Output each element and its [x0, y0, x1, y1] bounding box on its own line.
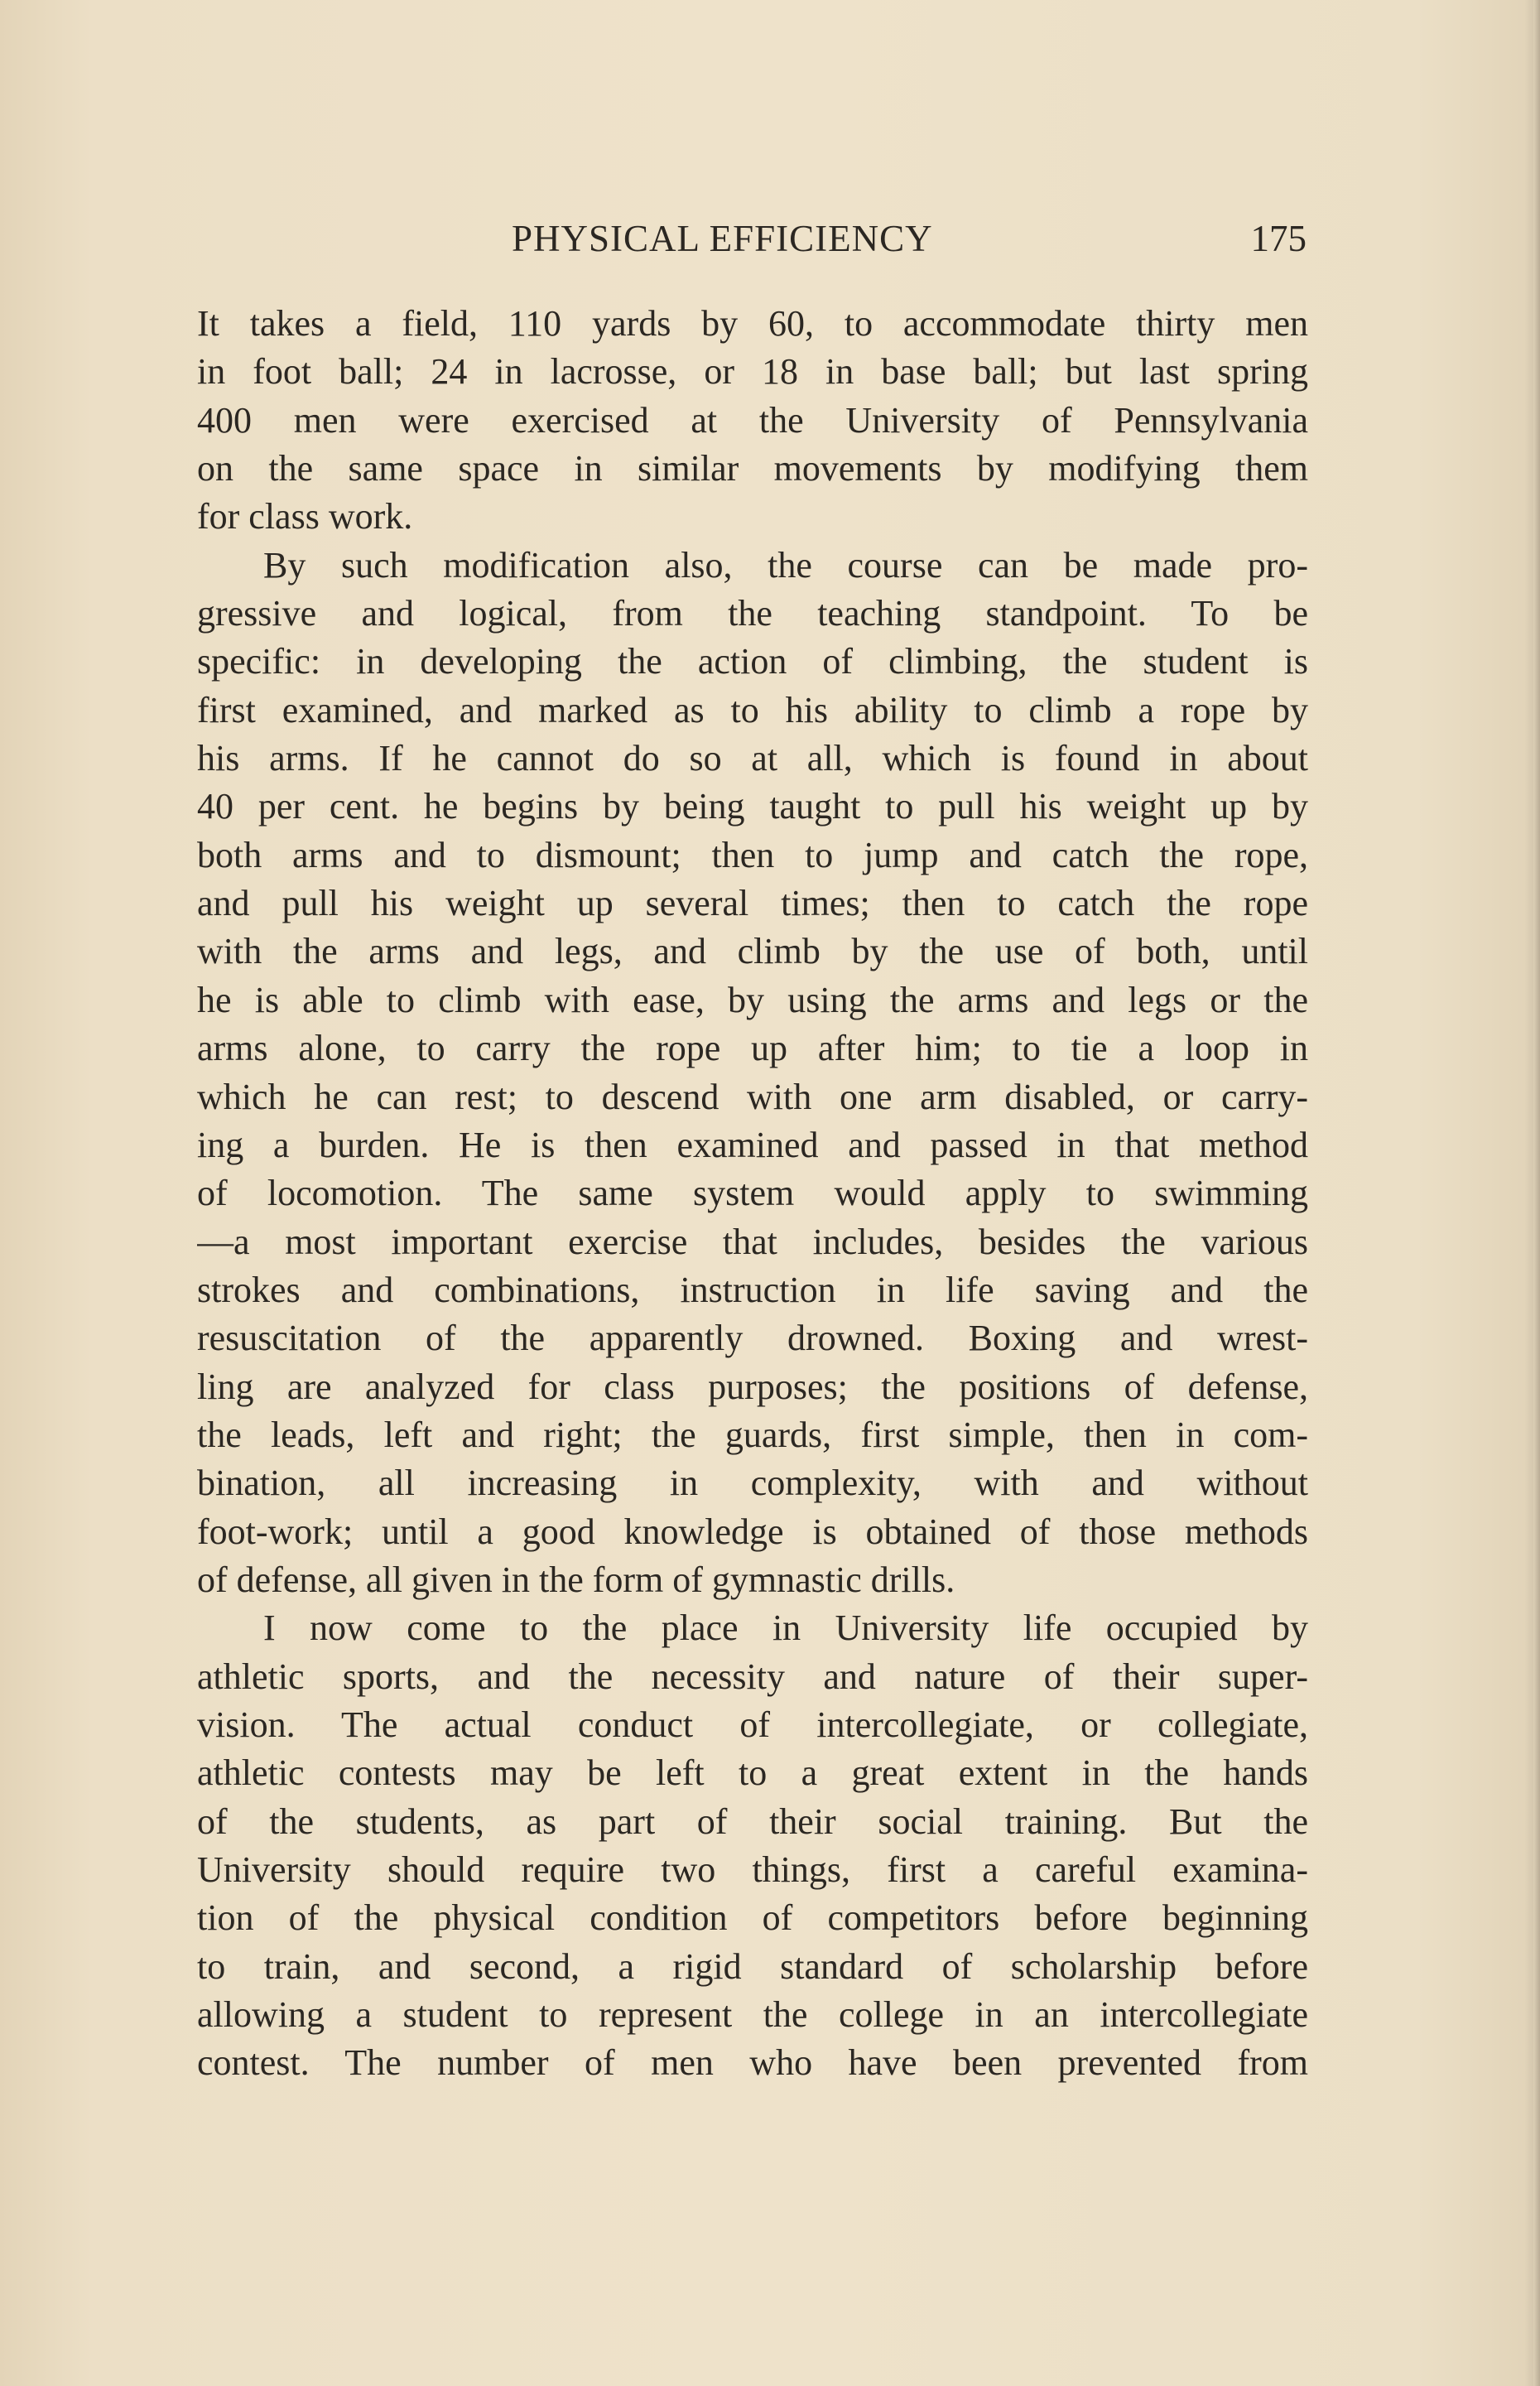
- text-line: gressive and logical, from the teaching standpoint. To be: [197, 593, 1308, 634]
- body-text: [197, 300, 1308, 2088]
- text-line: tion of the physical condition of competitors before beginning: [197, 1897, 1308, 1939]
- text-line: athletic contests may be left to a great extent in the hands: [197, 1752, 1308, 1794]
- text-line: arms alone, to carry the rope up after him; to tie a loop in: [197, 1028, 1308, 1069]
- text-line: he is able to climb with ease, by using the arms and legs or the: [197, 979, 1308, 1020]
- text-line: contest. The number of men who have been prevented from: [197, 2042, 1308, 2084]
- text-line: allowing a student to represent the college in an intercollegiate: [197, 1994, 1308, 2036]
- text-line: first examined, and marked as to his ability to climb a rope by: [197, 689, 1308, 730]
- text-line: athletic sports, and the necessity and nature of their super-: [197, 1656, 1308, 1697]
- text-line: specific: in developing the action of climbing, the student is: [197, 641, 1308, 682]
- text-line: for class work.: [197, 496, 413, 537]
- text-line: of locomotion. The same system would apply to swimming: [197, 1173, 1308, 1214]
- text-line: of the students, as part of their social training. But the: [197, 1800, 1308, 1842]
- text-line: 40 per cent. he begins by being taught to pull his weight up by: [197, 786, 1308, 827]
- page-header: [197, 217, 1307, 267]
- text-line: 400 men were exercised at the University of Pennsylvania: [197, 399, 1308, 441]
- text-line: strokes and combinations, instruction in life saving and the: [197, 1269, 1308, 1310]
- text-line: which he can rest; to descend with one arm disabled, or carry-: [197, 1076, 1308, 1117]
- text-line: the leads, left and right; the guards, first simple, then in com-: [197, 1414, 1308, 1455]
- text-line: and pull his weight up several times; then to catch the rope: [197, 883, 1308, 924]
- text-line: with the arms and legs, and climb by the use of both, until: [197, 931, 1308, 972]
- text-line: ing a burden. He is then examined and passed in that method: [197, 1124, 1308, 1165]
- text-line: in foot ball; 24 in lacrosse, or 18 in base ball; but last spring: [197, 351, 1308, 393]
- text-line: ling are analyzed for class purposes; the positions of defense,: [197, 1366, 1308, 1407]
- text-line: I now come to the place in University life occupied by: [263, 1608, 1308, 1649]
- text-line: both arms and to dismount; then to jump and catch the rope,: [197, 834, 1308, 875]
- text-line: University should require two things, first a careful examina-: [197, 1849, 1308, 1890]
- text-line: —a most important exercise that includes, besides the various: [197, 1221, 1308, 1262]
- text-line: By such modification also, the course can be made pro-: [263, 544, 1308, 586]
- text-line: to train, and second, a rigid standard of scholarship before: [197, 1945, 1308, 1987]
- text-line: his arms. If he cannot do so at all, which is found in about: [197, 738, 1308, 779]
- text-line: on the same space in similar movements by modifying them: [197, 448, 1308, 489]
- running-title: PHYSICAL EFFICIENCY: [512, 218, 933, 259]
- text-line: foot-work; until a good knowledge is obtained of those methods: [197, 1511, 1308, 1552]
- text-line: vision. The actual conduct of intercollegiate, or collegiate,: [197, 1704, 1308, 1745]
- text-line: of defense, all given in the form of gymnastic drills.: [197, 1559, 955, 1600]
- page-edge: [1533, 0, 1540, 2386]
- text-line: It takes a field, 110 yards by 60, to accommodate thirty men: [197, 303, 1308, 344]
- text-line: bination, all increasing in complexity, with and without: [197, 1463, 1308, 1504]
- text-line: resuscitation of the apparently drowned. Boxing and wrest-: [197, 1318, 1308, 1359]
- page-number: 175: [1250, 218, 1307, 259]
